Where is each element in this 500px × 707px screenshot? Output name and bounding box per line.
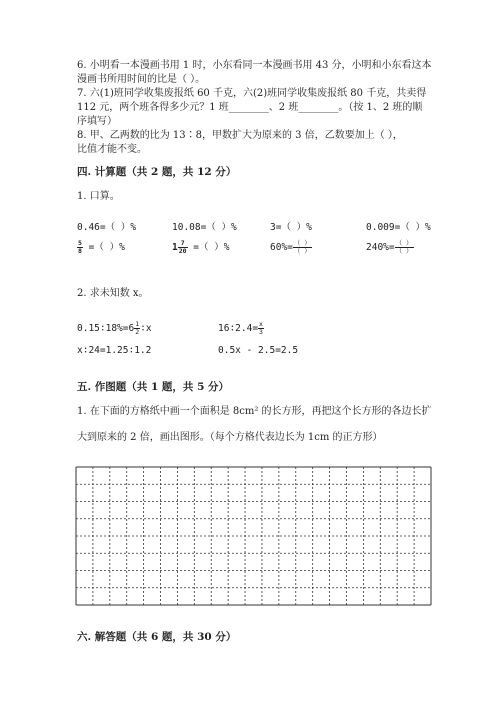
section4-title: 四. 计算题（共 2 题，共 12 分） xyxy=(77,166,237,178)
calc-r1-3: 3=（ ）% xyxy=(270,222,312,233)
q7-line3: 序填写） xyxy=(77,116,117,127)
calc-r2-2: 1 $\frac{7}{20}$ =（ ）% xyxy=(172,239,230,255)
calc-r2-1: $\frac{5}{8}$ =（ ）% xyxy=(78,239,125,255)
section6-title: 六. 解答题（共 6 题，共 30 分） xyxy=(77,631,237,643)
q7-line2: 112 元，两个班各得多少元？1 班________、2 班________。（按 1、2 班的顺 xyxy=(77,102,423,113)
eq-1: 0.15∶18%=6 $\frac{1}{2}$ ∶x xyxy=(77,320,152,336)
fraction: $\frac{( )}{( )}$ xyxy=(293,239,311,255)
fraction: $\frac{( )}{( )}$ xyxy=(395,239,413,255)
section5-line1: 1. 在下面的方格纸中画一个面积是 8cm² 的长方形，再把这个长方形的各边长扩 xyxy=(77,406,432,417)
calc-r1-1: 0.46=（ ）% xyxy=(77,222,137,233)
section4-sub2: 2. 求未知数 x。 xyxy=(77,288,149,299)
q7-line1: 7. 六(1)班同学收集废报纸 60 千克，六(2)班同学收集废报纸 80 千克，共卖得 xyxy=(77,88,427,99)
calc-r1-4: 0.009=（ ）% xyxy=(366,222,431,233)
q8-line2: 比值才能不变。 xyxy=(77,144,147,155)
fraction: $\frac{5}{8}$ xyxy=(78,239,82,255)
graph-paper-grid[interactable] xyxy=(75,466,432,606)
fraction: $\frac{x}{3}$ xyxy=(259,320,263,336)
fraction: $\frac{7}{20}$ xyxy=(178,239,187,255)
calc-r1-2: 10.08=（ ）% xyxy=(172,222,237,233)
q6-line1: 6. 小明看一本漫画书用 1 时，小东看同一本漫画书用 43 分，小明和小东看这本 xyxy=(77,60,432,71)
q8-line1: 8. 甲、乙两数的比为 13∶8，甲数扩大为原来的 3 倍，乙数要加上（ ）， xyxy=(77,130,403,141)
eq-2: 16∶2.4= $\frac{x}{3}$ xyxy=(218,320,263,336)
section4-sub1: 1. 口算。 xyxy=(77,191,120,202)
eq-3: x∶24=1.25∶1.2 xyxy=(77,345,152,356)
calc-r2-4: 240%= $\frac{( )}{( )}$ xyxy=(366,239,413,255)
fraction: $\frac{1}{2}$ xyxy=(135,320,140,336)
section5-title: 五. 作图题（共 1 题，共 5 分） xyxy=(77,381,230,393)
grid-svg xyxy=(75,466,432,606)
section5-line2: 大到原来的 2 倍，画出图形。（每个方格代表边长为 1cm 的正方形） xyxy=(77,432,383,443)
q6-line2: 漫画书所用时间的比是（ ）。 xyxy=(77,74,206,85)
calc-r2-3: 60%= $\frac{( )}{( )}$ xyxy=(270,239,311,255)
eq-4: 0.5x - 2.5=2.5 xyxy=(218,345,299,356)
